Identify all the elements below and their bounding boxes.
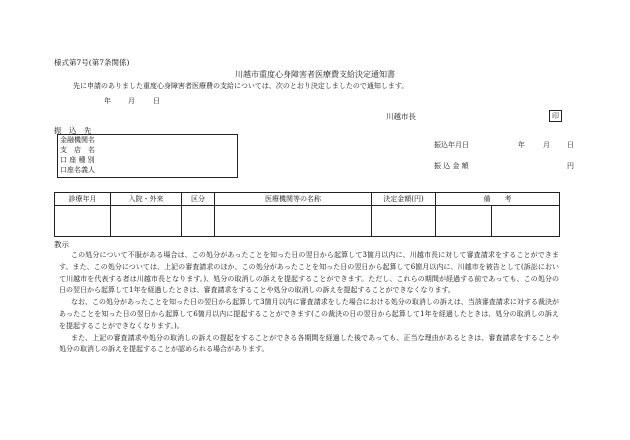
header-category: 区分 xyxy=(182,193,215,206)
transfer-date-label: 振込年月日 xyxy=(434,141,469,149)
form-number: 様式第7号(第7条関係) xyxy=(54,58,130,67)
header-treatment-month: 診療年月 xyxy=(55,193,111,206)
header-decided-amount: 決定金額(円) xyxy=(372,193,436,206)
notice-paragraph-3: また、上記の審査請求や処分の取消しの訴えの提起をすることができる各期間を経過した後であっても、正当な理由があるときは、審査請求をすることや処分の取消しの訴えを提起することが認められる場合があります。 xyxy=(59,333,559,354)
transfer-month-label: 月 xyxy=(543,141,550,149)
date-month-label: 月 xyxy=(128,97,135,105)
notice-paragraph-2: なお、この処分があったことを知った日の翌日から起算して3箇月以内に審査請求をした場合における処分の取消しの訴えは、当該審査請求に対する裁決があったことを知った日の翌日から起算して6箇月以内に提起することができます(この裁決の日の翌日から起算して1年を経過したときは、処分の取消しの訴えを提起することができなくなります。)。 xyxy=(59,298,559,330)
transfer-info-box xyxy=(57,134,238,178)
account-type-label: 口 座 種 別 xyxy=(60,156,95,164)
notice-paragraph-1: この処分について不服がある場合は、この処分があったことを知った日の翌日から起算して3箇月以内に、川越市長に対して審査請求をすることができます。また、この処分については、上記の審査請求のほか、この処分があったことを知った日の翌日から起算して6箇月以内に、川越市を被告として(訴訟において川越市を代表する者は川越市長となります。)、処分の取消しの訴えを提起することができます。ただし、これらの期間が経過する前であっても、この処分の日の翌日から起算して1年を経過したときは、審査請求をすることや処分の取消しの訴えを提起することができなくなります。 xyxy=(59,251,559,295)
header-institution-name: 医療機関等の名称 xyxy=(215,193,372,206)
document-title: 川越市重度心身障害者医療費支給決定通知書 xyxy=(235,70,395,79)
date-year-label: 年 xyxy=(104,97,111,105)
table-row xyxy=(55,206,560,237)
date-day-label: 日 xyxy=(153,97,160,105)
notice-heading: 教示 xyxy=(54,240,69,249)
transfer-amount-unit: 円 xyxy=(567,162,574,170)
seal-mark: 印 xyxy=(549,110,562,122)
transfer-year-label: 年 xyxy=(518,141,525,149)
transfer-amount-label: 振 込 金 額 xyxy=(434,162,469,170)
header-inpatient-outpatient: 入院・外来 xyxy=(111,193,182,206)
branch-name-label: 支 店 名 xyxy=(60,146,95,154)
account-holder-label: 口座名義人 xyxy=(60,166,95,174)
medical-expense-table xyxy=(54,192,560,237)
header-remarks: 備 考 xyxy=(436,193,560,206)
transfer-day-label: 日 xyxy=(567,141,574,149)
notice-body xyxy=(59,250,559,356)
intro-text: 先に申請のありました重度心身障害者医療費の支給については、次のとおり決定しましたので通知します。 xyxy=(73,82,409,90)
bank-name-label: 金融機関名 xyxy=(60,136,95,144)
issuer-name: 川越市長 xyxy=(386,112,416,121)
transfer-heading: 振 込 先 xyxy=(54,126,92,135)
table-header-row xyxy=(55,193,560,206)
